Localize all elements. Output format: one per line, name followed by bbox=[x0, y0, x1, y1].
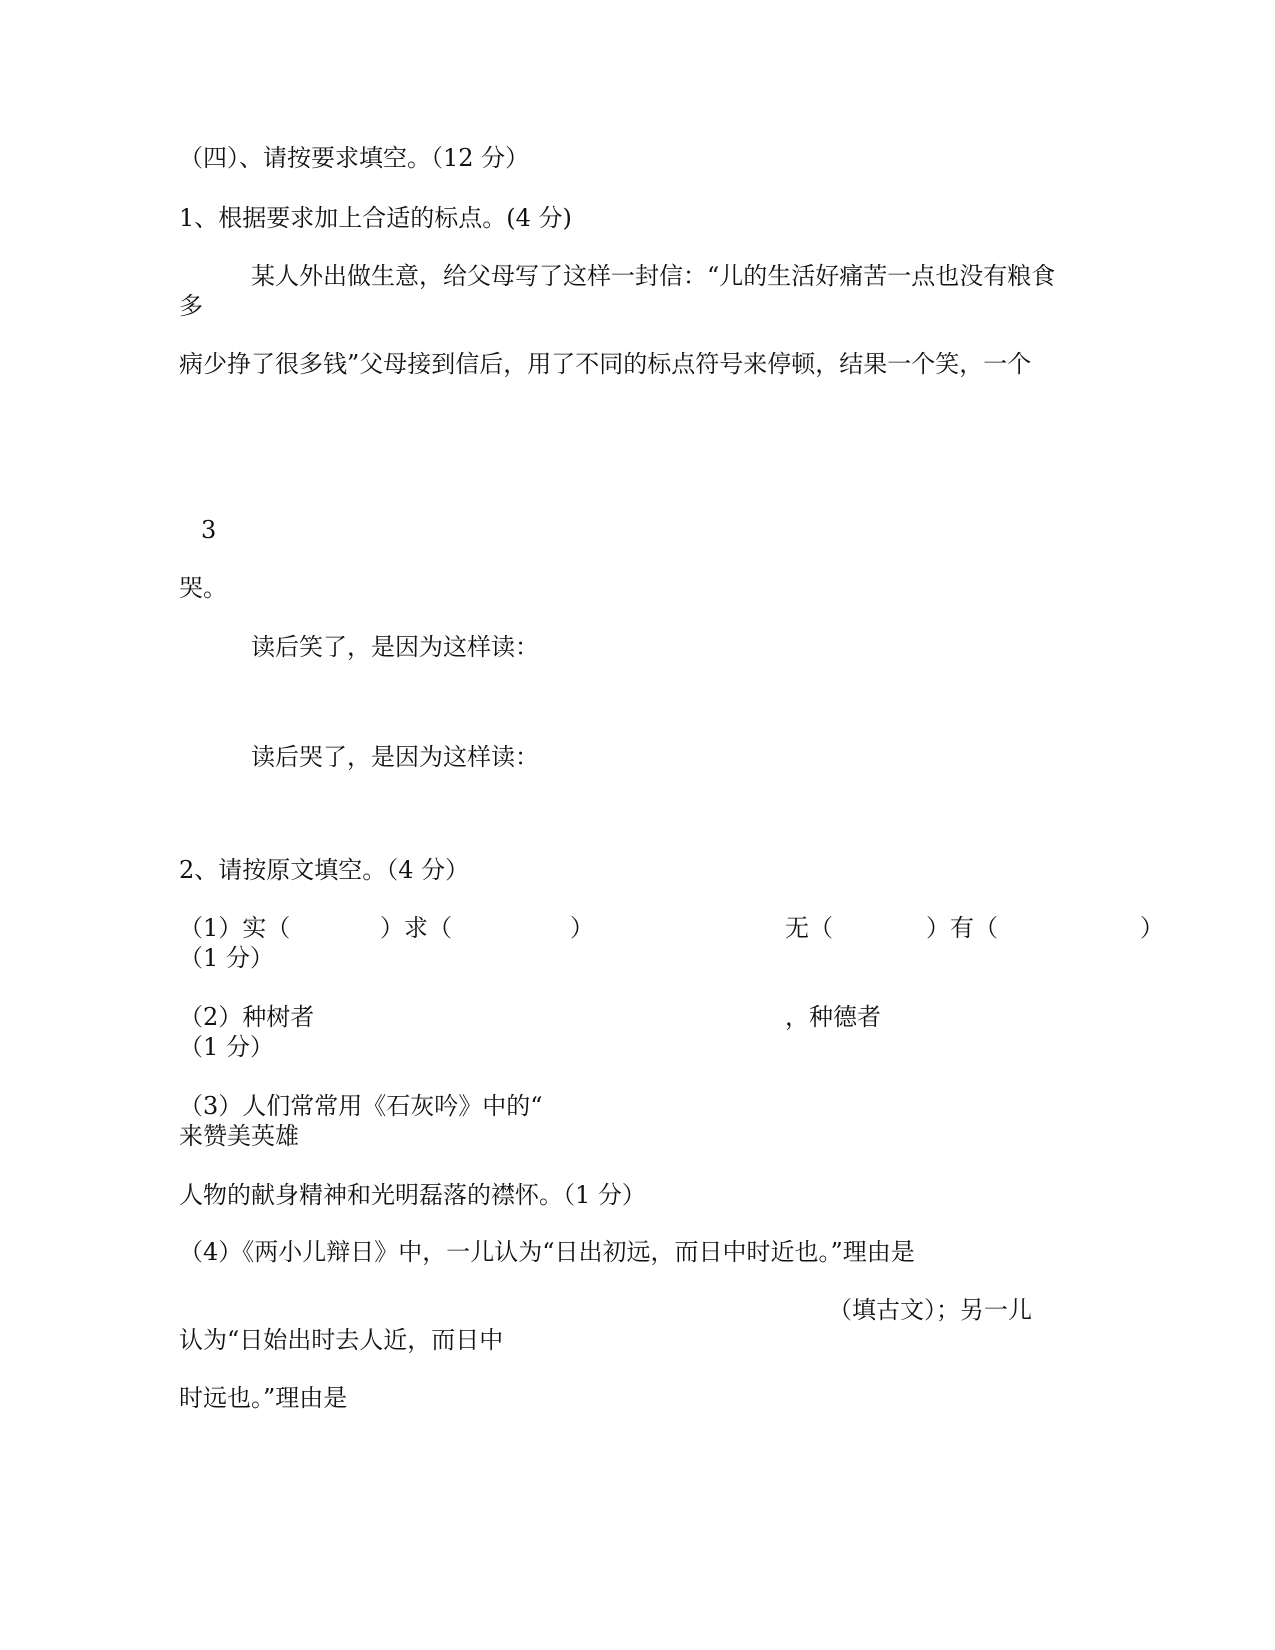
item-1-part-4: 无（ bbox=[785, 914, 833, 942]
item-4-part-1: （4）《两小儿辩日》中，一儿认为“日出初远，而日中时近也。”理由是 bbox=[179, 1238, 915, 1266]
item-4-part-3: 认为“日始出时去人近，而日中 bbox=[179, 1326, 504, 1354]
question-1-body-line-2: 病少挣了很多钱”父母接到信后，用了不同的标点符号来停顿，结果一个笑，一个 bbox=[179, 350, 1032, 378]
item-4-part-4: 时远也。”理由是 bbox=[179, 1384, 348, 1412]
question-1-body-line-3: 哭。 bbox=[179, 574, 227, 602]
item-3-part-2: 来赞美英雄 bbox=[179, 1122, 299, 1150]
item-1-part-1: （1）实（ bbox=[179, 914, 291, 942]
item-2-part-2: ，种德者 bbox=[785, 1003, 881, 1031]
item-2-part-1: （2）种树者 bbox=[179, 1003, 315, 1031]
question-1-body-line-1-wrap: 多 bbox=[179, 292, 203, 320]
item-1-part-2: ）求（ bbox=[380, 914, 452, 942]
question-1-heading: 1、根据要求加上合适的标点。(4 分) bbox=[179, 204, 572, 232]
question-1-body-line-1: 某人外出做生意，给父母写了这样一封信：“儿的生活好痛苦一点也没有粮食 bbox=[251, 262, 1056, 290]
page-number: 3 bbox=[201, 516, 217, 544]
question-2-heading: 2、请按原文填空。（4 分） bbox=[179, 856, 470, 884]
item-3-part-1: （3）人们常常用《石灰吟》中的“ bbox=[179, 1092, 543, 1120]
item-1-part-6: ） bbox=[1140, 914, 1164, 942]
item-3-part-3: 人物的献身精神和光明磊落的襟怀。（1 分） bbox=[179, 1181, 646, 1209]
item-1-part-5: ）有（ bbox=[926, 914, 998, 942]
item-1-score: （1 分） bbox=[179, 944, 274, 972]
cry-reading-prompt: 读后哭了，是因为这样读： bbox=[251, 743, 539, 771]
section-heading: （四）、请按要求填空。（12 分） bbox=[179, 144, 530, 172]
item-2-score: （1 分） bbox=[179, 1033, 274, 1061]
laugh-reading-prompt: 读后笑了，是因为这样读： bbox=[251, 633, 539, 661]
item-4-part-2: （填古文）；另一儿 bbox=[828, 1296, 1032, 1324]
item-1-part-3: ） bbox=[570, 914, 594, 942]
